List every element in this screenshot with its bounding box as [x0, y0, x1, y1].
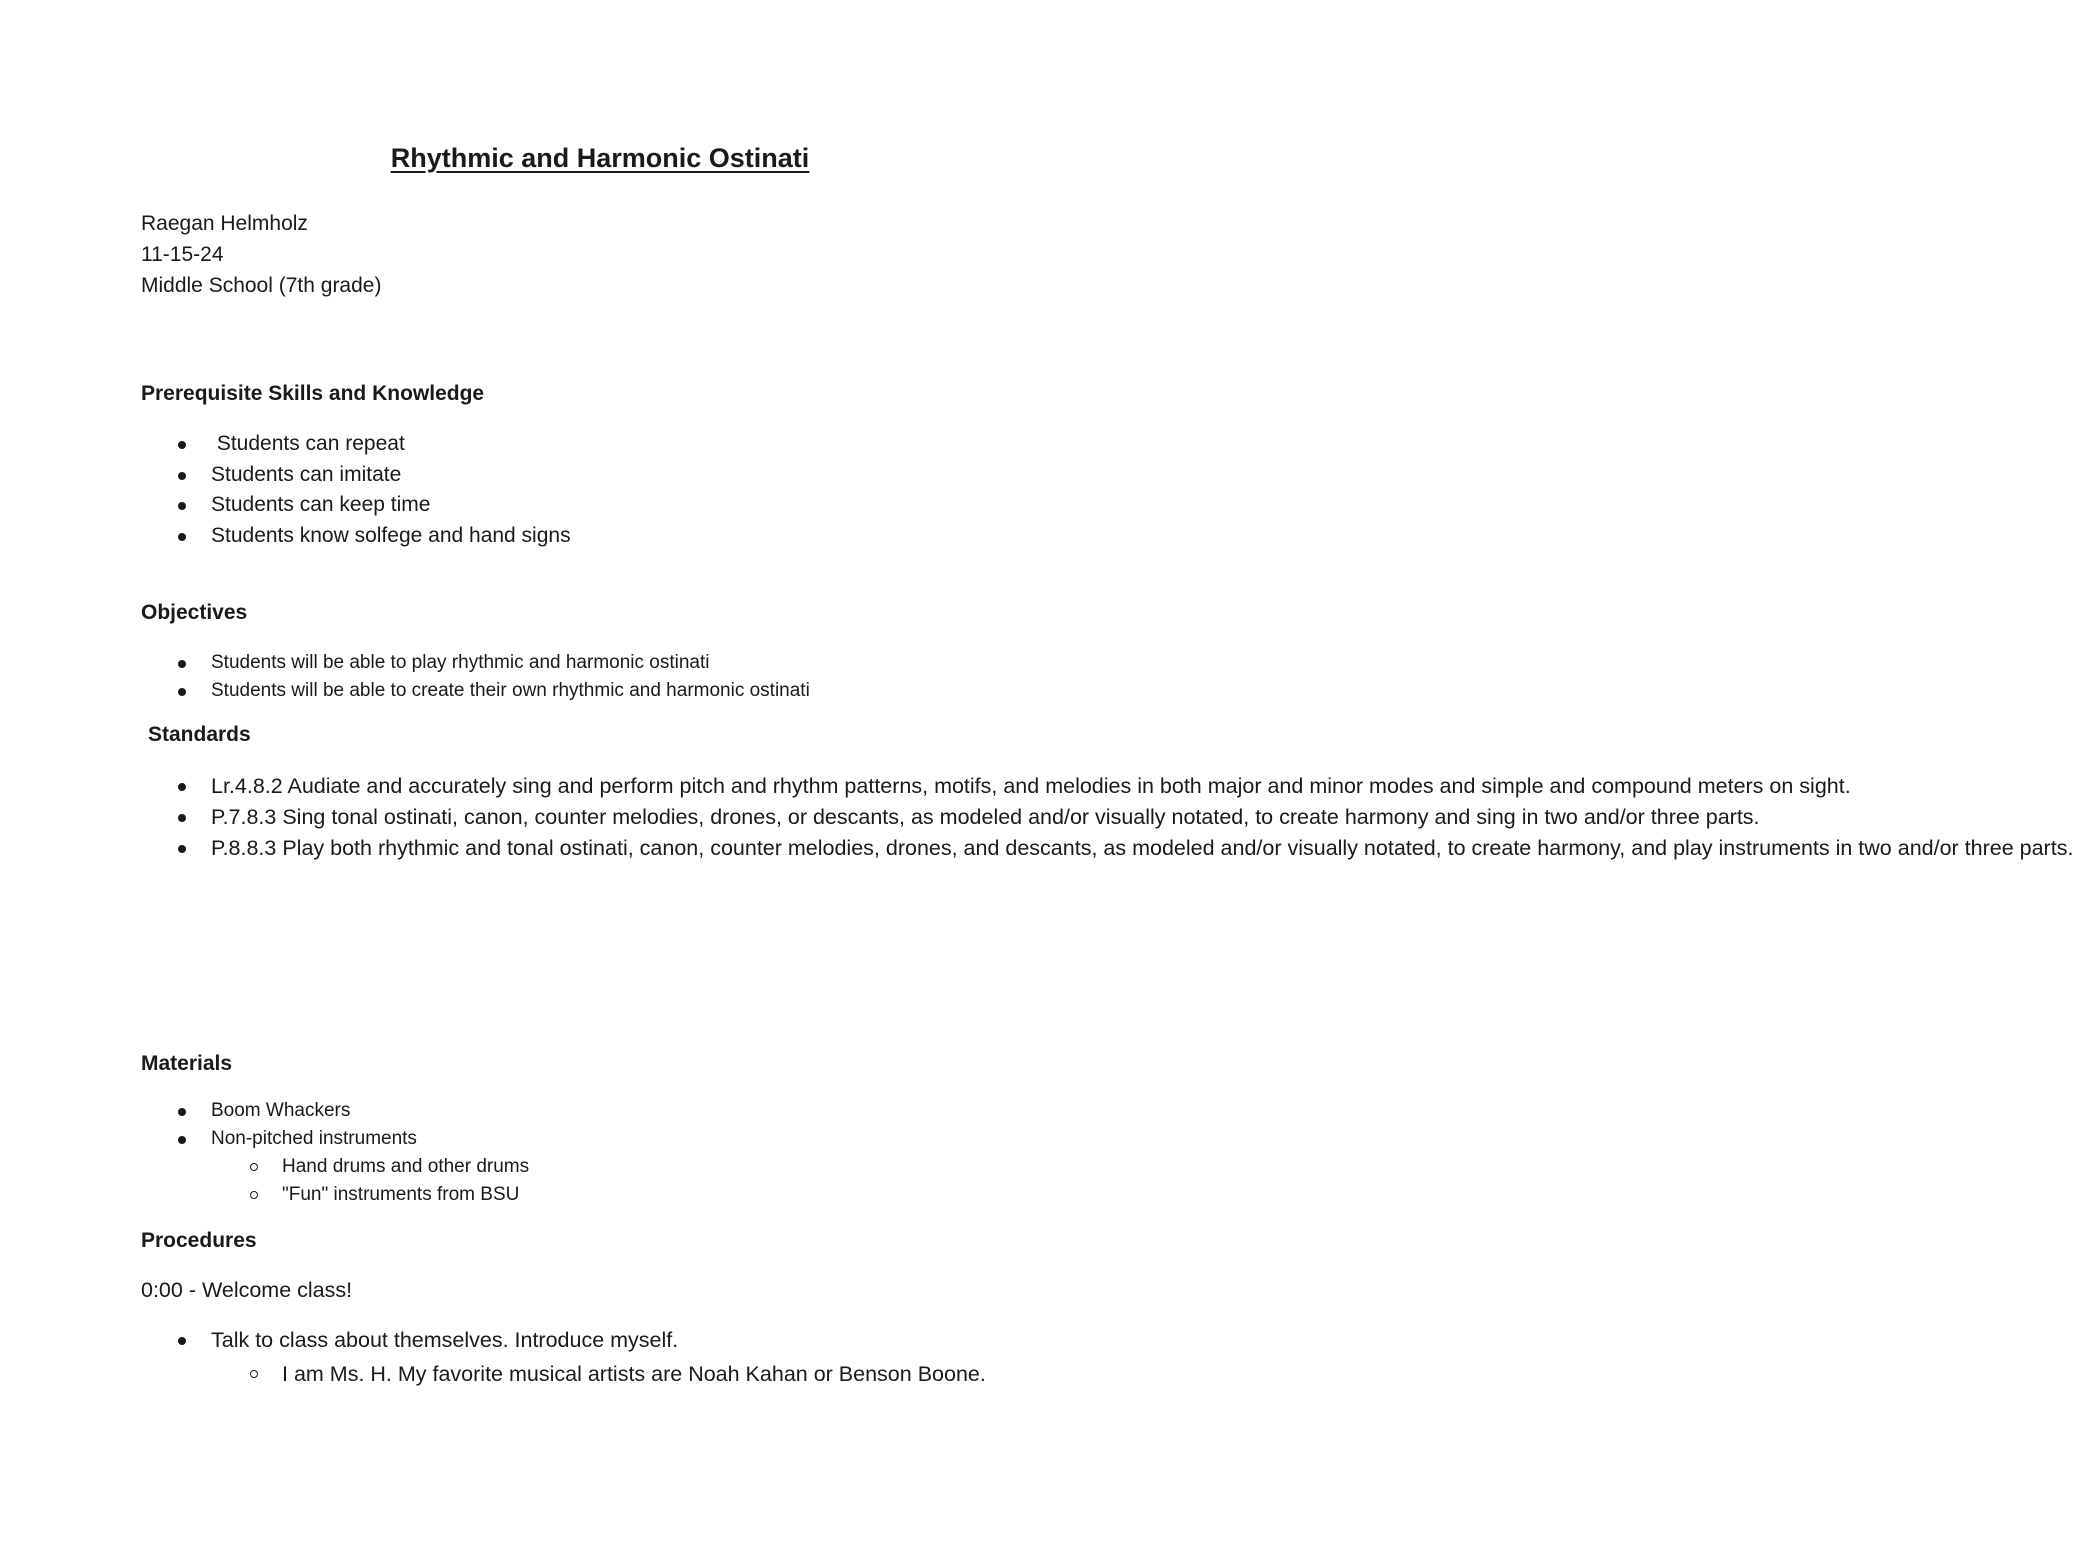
- list-item: P.7.8.3 Sing tonal ostinati, canon, counter melodies, drones, or descants, as modeled and/or visually notated, to create harmony and sing in two and/or three parts.: [0, 802, 1116, 833]
- objectives-heading: Objectives: [141, 601, 248, 624]
- list-subitem: "Fun" instruments from BSU: [0, 1181, 529, 1209]
- list-item: P.8.8.3 Play both rhythmic and tonal ostinati, canon, counter melodies, drones, and descants, as modeled and/or visually notated, to create harmony, and play instruments in two and/or three parts.: [0, 833, 1116, 864]
- list-item: Non-pitched instruments: [0, 1125, 529, 1153]
- procedure-step: 0:00 - Welcome class!: [141, 1278, 353, 1302]
- list-subitem: I am Ms. H. My favorite musical artists are Noah Kahan or Benson Boone.: [0, 1359, 986, 1390]
- list-item: Students will be able to create their own rhythmic and harmonic ostinati: [0, 677, 810, 705]
- author-name: Raegan Helmholz: [141, 212, 308, 235]
- list-subitem: Hand drums and other drums: [0, 1153, 529, 1181]
- materials-heading: Materials: [141, 1052, 233, 1075]
- list-item: Students can keep time: [0, 490, 571, 521]
- list-item: Students can repeat: [0, 429, 571, 460]
- procedures-list: [0, 1325, 986, 1390]
- document-meta: [141, 208, 381, 301]
- list-item: Talk to class about themselves. Introduce myself.: [0, 1325, 986, 1356]
- materials-list: [0, 1097, 529, 1209]
- prerequisites-list: [0, 429, 571, 551]
- standards-list: [0, 771, 2073, 864]
- standards-heading: Standards: [148, 723, 251, 746]
- prerequisites-heading: Prerequisite Skills and Knowledge: [141, 382, 485, 405]
- list-item: Boom Whackers: [0, 1097, 529, 1125]
- list-item: Students can imitate: [0, 460, 571, 491]
- lesson-date: 11-15-24: [141, 243, 224, 266]
- list-item: Students will be able to play rhythmic and harmonic ostinati: [0, 649, 810, 677]
- objectives-list: [0, 649, 810, 705]
- procedures-heading: Procedures: [141, 1229, 257, 1252]
- list-item: Lr.4.8.2 Audiate and accurately sing and perform pitch and rhythm patterns, motifs, and melodies in both major and minor modes and simple and compound meters on sight.: [0, 771, 1116, 802]
- document-title: Rhythmic and Harmonic Ostinati: [390, 143, 810, 173]
- list-item: Students know solfege and hand signs: [0, 521, 571, 552]
- grade-level: Middle School (7th grade): [141, 274, 382, 297]
